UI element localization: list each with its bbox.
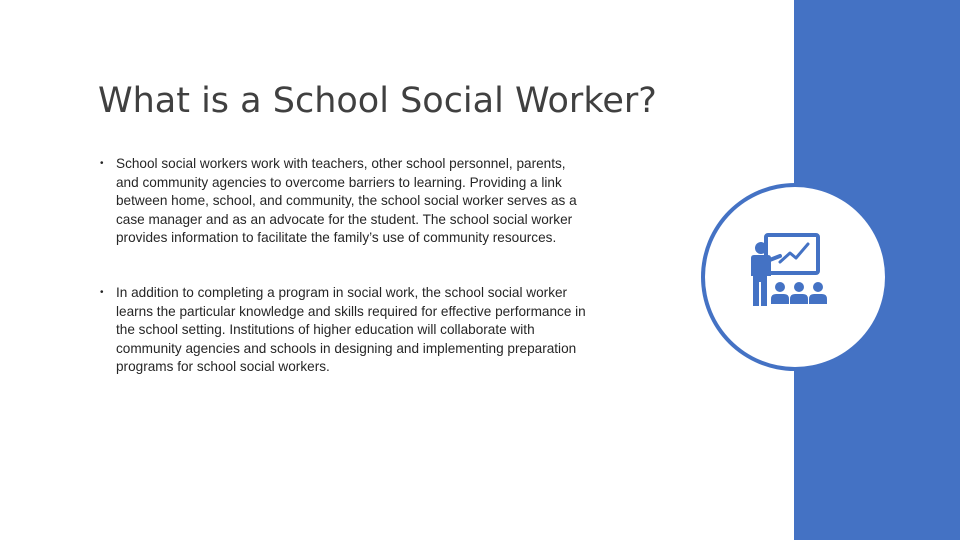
- student-body: [790, 294, 808, 304]
- bullet-text: In addition to completing a program in social work, the school social worker learns the particular knowledge and skills required for effective performance in the school setting. Institutions of higher education will collaborate with community agencies and schools in designing and implementing preparation programs for school social workers.: [116, 284, 586, 375]
- teacher-head: [755, 242, 767, 254]
- slide-title: What is a School Social Worker?: [98, 81, 657, 121]
- student-body: [809, 294, 827, 304]
- teacher-body: [751, 255, 771, 306]
- bullet-list: [98, 155, 590, 377]
- student-head: [813, 282, 823, 292]
- student-head: [775, 282, 785, 292]
- student-body: [771, 294, 789, 304]
- teacher-at-board-icon: [740, 228, 830, 310]
- bullet-item: [98, 155, 590, 248]
- bullet-marker: •: [100, 286, 104, 298]
- bullet-text: School social workers work with teachers, other school personnel, parents, and community agencies to overcome barriers to learning. Providing a link between home, school, and community, the school social worker serves as a case manager and as an advocate for the student. The school social worker provides information to facilitate the family’s use of community resources.: [116, 156, 577, 246]
- student-head: [794, 282, 804, 292]
- bullet-item: [98, 284, 590, 377]
- bullet-marker: •: [100, 158, 104, 169]
- board-chart-line: [780, 244, 808, 262]
